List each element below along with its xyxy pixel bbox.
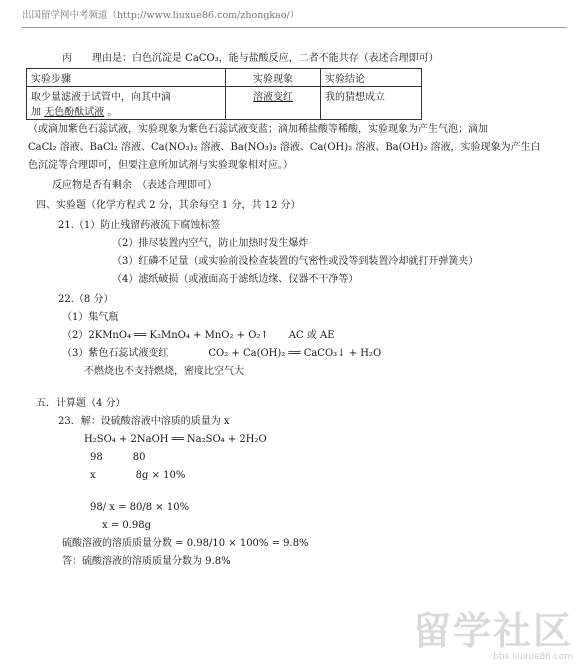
table-header-row <box>27 69 422 87</box>
note-line: CaCl₂ 溶液、BaCl₂ 溶液、Ca(NO₃)₂ 溶液、Ba(NO₃)₂ 溶液、Ca(OH)₂ 溶液、Ba(OH)₂ 溶液，实验现象为产生白 <box>28 142 541 153</box>
q21-answer: 21.（1）防止残留药液流下腐蚀标签 <box>58 220 221 231</box>
q23-line: x 8g × 10% <box>90 470 186 481</box>
q22-answer: （2）2KMnO₄ ══ K₂MnO₄ + MnO₂ + O₂↑ AC 或 AE <box>62 330 335 341</box>
header-divider <box>22 27 567 28</box>
page-header: 出国留学网中考频道（http://www.liuxue86.com/zhongkao/） <box>22 10 300 21</box>
q23-line: 23．解：设硫酸溶液中溶质的质量为 x <box>58 416 230 427</box>
table-cell-phenomenon <box>226 87 321 120</box>
table-header-cell: 实验步骤 <box>27 69 226 87</box>
reagent-answer: 无色酚酞试液 <box>44 107 105 118</box>
section-four-title: 四、实验题（化学方程式 2 分，其余每空 1 分，共 12 分） <box>36 200 301 211</box>
q23-answer: 答：硫酸溶液的溶质质量分数为 9.8% <box>62 556 231 567</box>
q22-answer: （3）紫色石蕊试液变红 CO₂ + Ca(OH)₂ ══ CaCO₃↓ + H₂O <box>62 348 382 359</box>
table-header-cell: 实验结论 <box>321 69 422 87</box>
q21-answer: （2）排尽装置内空气，防止加热时发生爆炸 <box>112 238 309 249</box>
note-line: （或滴加紫色石蕊试液，实验现象为紫色石蕊试液变蓝；滴加稀盐酸等稀酸，实验现象为产生气泡；滴加 <box>28 124 488 135</box>
q23-equation: H₂SO₄ + 2NaOH ══ Na₂SO₄ + 2H₂O <box>84 434 267 445</box>
watermark-title: 留学社区 <box>412 609 573 653</box>
q23-line: 98/ x = 80/8 × 10% <box>90 502 190 513</box>
step-text-line2 <box>31 103 221 118</box>
watermark-url: bbs.liuxue86.com <box>493 652 573 662</box>
q22-answer: 不燃烧也不支持燃烧，密度比空气大 <box>84 366 244 377</box>
reason-line-bing: 丙 理由是：白色沉淀是 CaCO₃，能与盐酸反应，二者不能共存（表述合理即可） <box>62 53 439 64</box>
step-suffix: 。 <box>107 107 118 118</box>
section-five-title: 五．计算题（4 分） <box>36 398 126 409</box>
note-line: 色沉淀等合理即可，但要注意所加试剂与实验现象相对应。） <box>28 160 293 171</box>
step-text-line1: 取少量滤液于试管中，向其中滴 <box>31 92 171 103</box>
experiment-table <box>26 68 422 120</box>
reaction-line: 反应物是否有剩余 （表述合理即可） <box>52 180 217 191</box>
table-cell-conclusion: 我的猜想成立 <box>321 87 422 120</box>
table-cell-step <box>27 87 226 120</box>
q21-answer: （3）红磷不足量（或实验前没检查装置的气密性或没等到装置冷却就打开弹簧夹） <box>112 256 479 267</box>
q22-answer: （1）集气瓶 <box>62 312 119 323</box>
table-row <box>27 87 422 120</box>
q23-line: 硫酸溶液的溶质质量分数 = 0.98/10 × 100% = 9.8% <box>62 538 309 549</box>
phenomenon-answer: 溶液变红 <box>253 92 293 103</box>
q23-line: 98 80 <box>90 452 146 463</box>
step-prefix: 加 <box>31 107 41 118</box>
q22-title: 22.（8 分） <box>58 294 114 305</box>
q21-answer: （4）滤纸破损（或液面高于滤纸边缘、仪器不干净等） <box>112 274 359 285</box>
q23-line: x = 0.98g <box>102 520 152 531</box>
table-header-cell: 实验现象 <box>226 69 321 87</box>
watermark <box>412 609 573 662</box>
